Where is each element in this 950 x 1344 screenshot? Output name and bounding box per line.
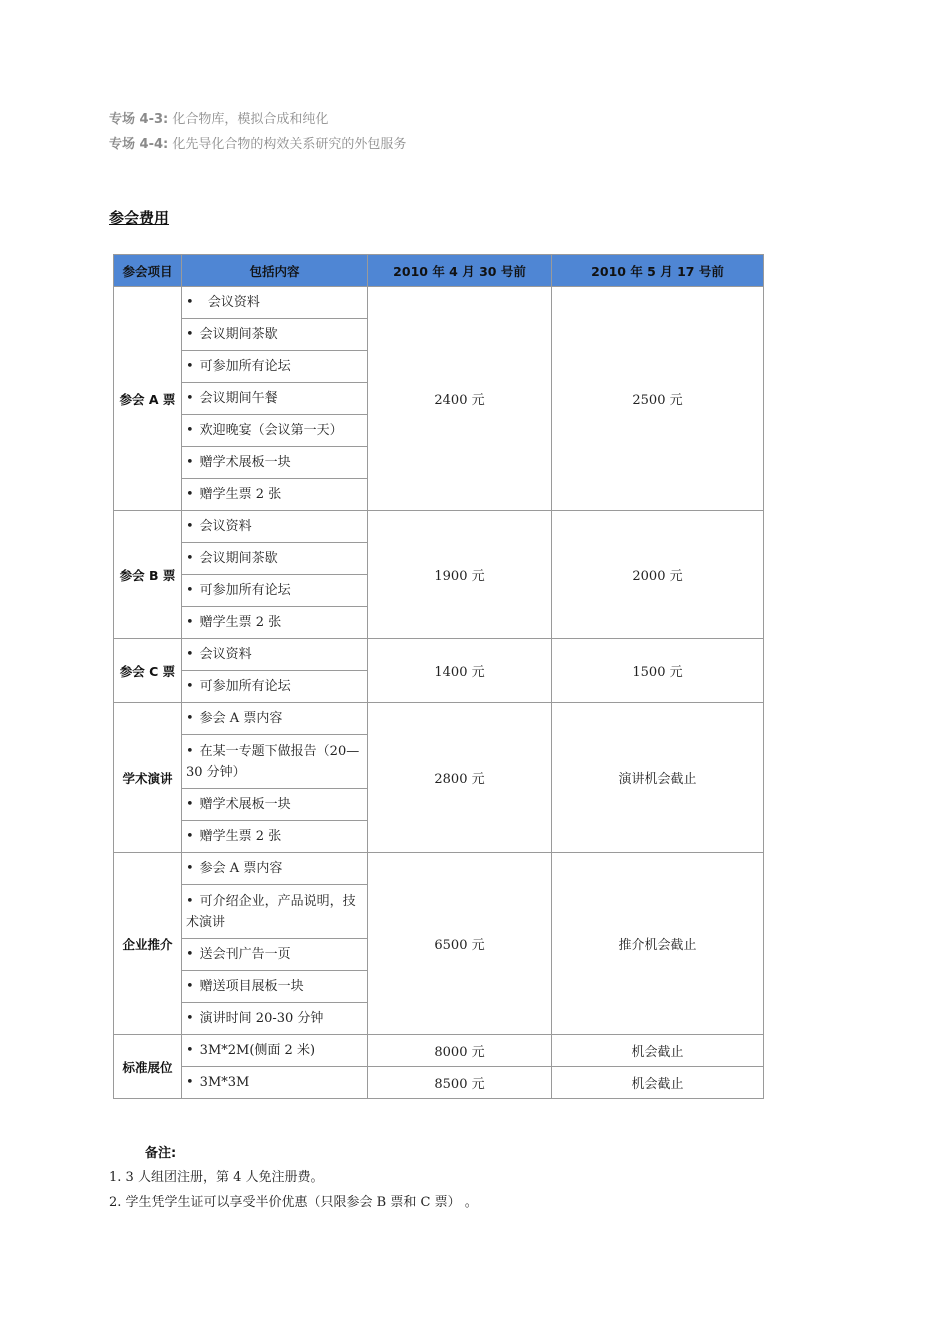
category-cell: 学术演讲 (114, 703, 182, 853)
price-early: 8000 元 (368, 1035, 552, 1067)
category-cell: 标准展位 (114, 1035, 182, 1099)
item-text: 在某一专题下做报告（20—30 分钟） (186, 743, 360, 780)
bullet-icon: • (186, 797, 194, 812)
price-early: 1900 元 (368, 511, 552, 639)
item-text: 参会 A 票内容 (199, 711, 283, 726)
item-text: 送会刊广告一页 (199, 947, 291, 962)
header-contents: 包括内容 (182, 255, 368, 287)
item-text: 会议期间茶歇 (199, 551, 278, 566)
note-item: 2. 学生凭学生证可以享受半价优惠（只限参会 B 票和 C 票） 。 (109, 1195, 478, 1210)
list-item (182, 885, 368, 939)
list-item (182, 789, 368, 821)
list-item (182, 853, 368, 885)
bullet-icon: • (186, 679, 194, 694)
bullet-icon: • (186, 1043, 194, 1058)
price-early: 1400 元 (368, 639, 552, 703)
price-late: 机会截止 (552, 1067, 764, 1099)
bullet-icon: • (186, 979, 194, 994)
item-text: 欢迎晚宴（会议第一天） (199, 423, 343, 438)
item-text: 赠学生票 2 张 (199, 829, 282, 844)
category-cell: 参会 A 票 (114, 287, 182, 511)
item-text: 可参加所有论坛 (199, 359, 291, 374)
bullet-icon: • (186, 711, 194, 726)
category-cell: 企业推介 (114, 853, 182, 1035)
session-line-4-4 (109, 133, 406, 152)
bullet-icon: • (186, 391, 194, 406)
bullet-icon: • (186, 829, 194, 844)
session-line-4-3 (109, 108, 328, 127)
bullet-icon: • (186, 1011, 194, 1026)
list-item (182, 415, 368, 447)
section-title: 参会费用 (109, 209, 170, 227)
header-category: 参会项目 (114, 255, 182, 287)
table-row (114, 703, 764, 735)
item-text: 赠送项目展板一块 (199, 979, 304, 994)
list-item (182, 543, 368, 575)
session-label: 专场 4-4: (109, 137, 169, 152)
bullet-icon: • (186, 647, 194, 662)
price-late: 2000 元 (552, 511, 764, 639)
item-text: 赠学生票 2 张 (199, 487, 282, 502)
table-row (114, 287, 764, 319)
list-item (182, 703, 368, 735)
list-item (182, 607, 368, 639)
bullet-icon: • (186, 947, 194, 962)
table-row (114, 511, 764, 543)
table-row (114, 853, 764, 885)
list-item (182, 319, 368, 351)
item-text: 赠学术展板一块 (199, 797, 291, 812)
table-row (114, 639, 764, 671)
bullet-icon: • (186, 1075, 194, 1090)
list-item (182, 939, 368, 971)
list-item (182, 735, 368, 789)
item-text: 3M*2M(侧面 2 米) (199, 1043, 316, 1058)
item-text: 会议资料 (199, 519, 252, 534)
fee-table (113, 254, 764, 1099)
bullet-icon: • (186, 455, 194, 470)
price-late: 推介机会截止 (552, 853, 764, 1035)
price-early: 6500 元 (368, 853, 552, 1035)
list-item (182, 511, 368, 543)
item-text: 可参加所有论坛 (199, 583, 291, 598)
item-text: 参会 A 票内容 (199, 861, 283, 876)
price-late: 2500 元 (552, 287, 764, 511)
header-price-late: 2010 年 5 月 17 号前 (552, 255, 764, 287)
item-text: 会议期间午餐 (199, 391, 278, 406)
item-text: 3M*3M (199, 1075, 250, 1090)
list-item (182, 575, 368, 607)
bullet-icon: • (186, 615, 194, 630)
table-header-row (114, 255, 764, 287)
list-item (182, 351, 368, 383)
list-item (182, 479, 368, 511)
price-early: 8500 元 (368, 1067, 552, 1099)
session-label: 专场 4-3: (109, 112, 169, 127)
session-text: 化先导化合物的构效关系研究的外包服务 (172, 137, 407, 152)
bullet-icon: • (186, 487, 194, 502)
notes-title: 备注: (145, 1146, 177, 1161)
bullet-icon: • (186, 583, 194, 598)
item-text: 可介绍企业，产品说明，技术演讲 (186, 893, 356, 930)
list-item (182, 447, 368, 479)
item-text: 演讲时间 20-30 分钟 (199, 1011, 324, 1026)
item-text: 会议期间茶歇 (199, 327, 278, 342)
list-item (182, 1035, 368, 1067)
session-text: 化合物库，模拟合成和纯化 (172, 112, 329, 127)
bullet-icon: • (186, 295, 194, 310)
bullet-icon: • (186, 743, 194, 759)
list-item (182, 1067, 368, 1099)
bullet-icon: • (186, 327, 194, 342)
bullet-icon: • (186, 861, 194, 876)
price-late: 机会截止 (552, 1035, 764, 1067)
bullet-icon: • (186, 893, 194, 909)
bullet-icon: • (186, 519, 194, 534)
list-item (182, 971, 368, 1003)
list-item (182, 287, 368, 319)
bullet-icon: • (186, 423, 194, 438)
price-early: 2400 元 (368, 287, 552, 511)
list-item (182, 821, 368, 853)
price-early: 2800 元 (368, 703, 552, 853)
category-cell: 参会 B 票 (114, 511, 182, 639)
table-body (114, 287, 764, 1099)
item-text: 会议资料 (199, 295, 260, 310)
item-text: 赠学生票 2 张 (199, 615, 282, 630)
note-item: 1. 3 人组团注册，第 4 人免注册费。 (109, 1170, 324, 1185)
item-text: 可参加所有论坛 (199, 679, 291, 694)
bullet-icon: • (186, 551, 194, 566)
table-row (114, 1067, 764, 1099)
item-text: 会议资料 (199, 647, 252, 662)
list-item (182, 639, 368, 671)
price-late: 1500 元 (552, 639, 764, 703)
item-text: 赠学术展板一块 (199, 455, 291, 470)
price-late: 演讲机会截止 (552, 703, 764, 853)
category-cell: 参会 C 票 (114, 639, 182, 703)
header-price-early: 2010 年 4 月 30 号前 (368, 255, 552, 287)
list-item (182, 383, 368, 415)
table-row (114, 1035, 764, 1067)
list-item (182, 671, 368, 703)
bullet-icon: • (186, 359, 194, 374)
list-item (182, 1003, 368, 1035)
